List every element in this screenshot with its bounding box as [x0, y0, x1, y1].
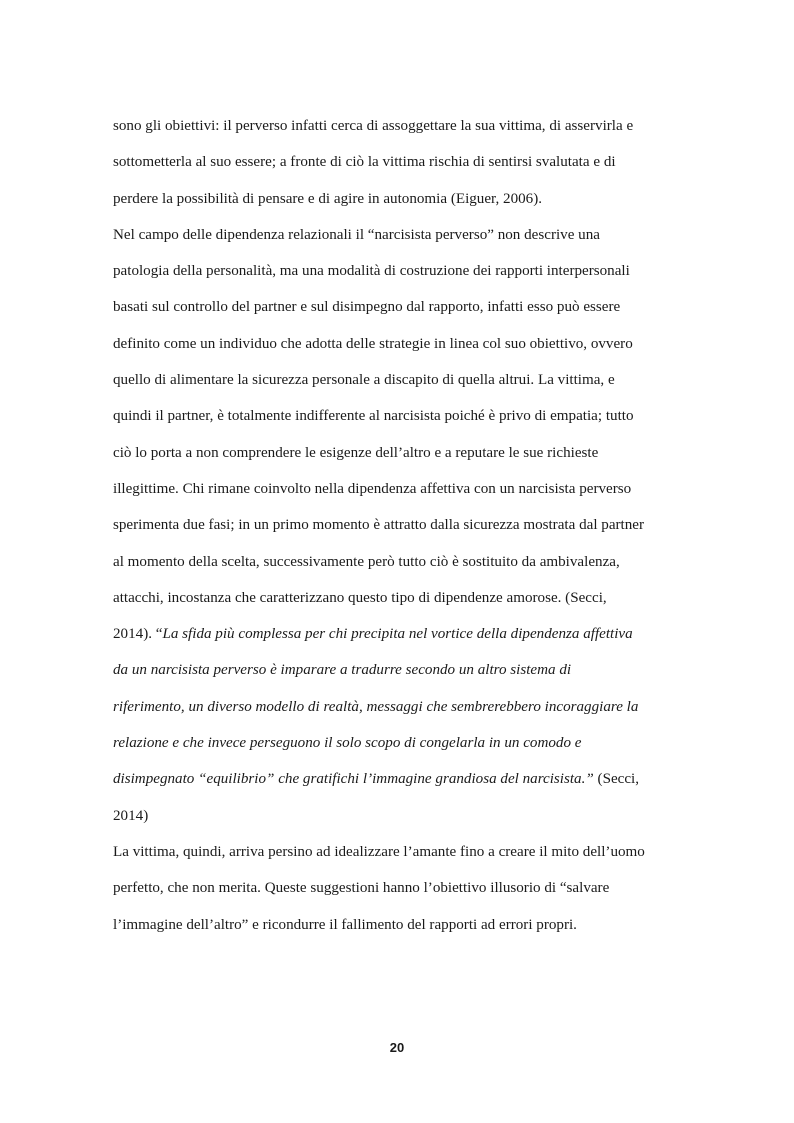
text-line: [113, 253, 688, 289]
text-segment: definito come un individuo che adotta delle strategie in linea col suo obiettivo, ovvero: [113, 335, 633, 352]
text-line: [113, 907, 688, 943]
text-segment: sottometterla al suo essere; a fronte di ciò la vittima rischia di sentirsi svalutata e di: [113, 154, 616, 171]
text-line: [113, 689, 688, 725]
text-segment: al momento della scelta, successivamente però tutto ciò è sostituito da ambivalenza,: [113, 553, 620, 570]
text-segment: patologia della personalità, ma una modalità di costruzione dei rapporti interpersonali: [113, 263, 630, 280]
text-line: [113, 580, 688, 616]
text-line: [113, 217, 688, 253]
quote-segment: disimpegnato “equilibrio” che gratifichi l’immagine grandiosa del narcisista.”: [113, 771, 594, 788]
text-segment: basati sul controllo del partner e sul disimpegno dal rapporto, infatti esso può essere: [113, 299, 621, 316]
text-line: [113, 181, 688, 217]
text-line: [113, 362, 688, 398]
text-segment: quindi il partner, è totalmente indifferente al narcisista poiché è privo di empatia; tutto: [113, 408, 634, 425]
text-line: [113, 616, 688, 652]
text-segment: ciò lo porta a non comprendere le esigenze dell’altro e a reputare le sue richieste: [113, 444, 599, 461]
text-line: [113, 652, 688, 688]
text-segment: (Secci,: [593, 771, 640, 788]
text-segment: illegittime. Chi rimane coinvolto nella dipendenza affettiva con un narcisista perverso: [113, 480, 632, 497]
text-line: [113, 326, 688, 362]
text-segment: perdere la possibilità di pensare e di agire in autonomia (Eiguer, 2006).: [113, 190, 543, 207]
text-line: [113, 761, 688, 797]
text-line: [113, 398, 688, 434]
text-line: [113, 144, 688, 180]
text-line: [113, 544, 688, 580]
text-line: [113, 471, 688, 507]
text-segment: sono gli obiettivi: il perverso infatti cerca di assoggettare la sua vittima, di asservirla e: [113, 118, 634, 134]
quote-segment: relazione e che invece perseguono il solo scopo di congelarla in un comodo e: [113, 735, 582, 752]
quote-segment: riferimento, un diverso modello di realtà, messaggi che sembrerebbero incoraggiare la: [113, 698, 639, 715]
text-line: [113, 289, 688, 325]
text-line: [113, 798, 688, 834]
text-line: [113, 435, 688, 471]
text-line: [113, 507, 688, 543]
quote-segment: La sfida più complessa per chi precipita nel vortice della dipendenza affettiva: [162, 626, 633, 643]
text-line: [113, 725, 688, 761]
text-segment: 2014). “: [113, 626, 163, 643]
text-segment: l’immagine dell’altro” e ricondurre il fallimento del rapporti ad errori propri.: [113, 916, 577, 933]
text-segment: perfetto, che non merita. Queste suggestioni hanno l’obiettivo illusorio di “salvare: [113, 880, 610, 897]
text-segment: sperimenta due fasi; in un primo momento è attratto dalla sicurezza mostrata dal partner: [113, 517, 645, 534]
text-segment: attacchi, incostanza che caratterizzano questo tipo di dipendenze amorose. (Secci,: [113, 589, 607, 606]
quote-segment: da un narcisista perverso è imparare a tradurre secondo un altro sistema di: [113, 662, 572, 679]
page-number: 20: [389, 1040, 405, 1055]
text-line: [113, 870, 688, 906]
text-segment: La vittima, quindi, arriva persino ad idealizzare l’amante fino a creare il mito dell’uomo: [113, 843, 645, 860]
text-line: [113, 108, 688, 144]
text-segment: quello di alimentare la sicurezza personale a discapito di quella altrui. La vittima, e: [113, 372, 615, 389]
body-text: [113, 108, 688, 943]
text-segment: 2014): [113, 807, 149, 824]
text-line: [113, 834, 688, 870]
text-segment: Nel campo delle dipendenza relazionali il “narcisista perverso” non descrive una: [113, 226, 600, 243]
